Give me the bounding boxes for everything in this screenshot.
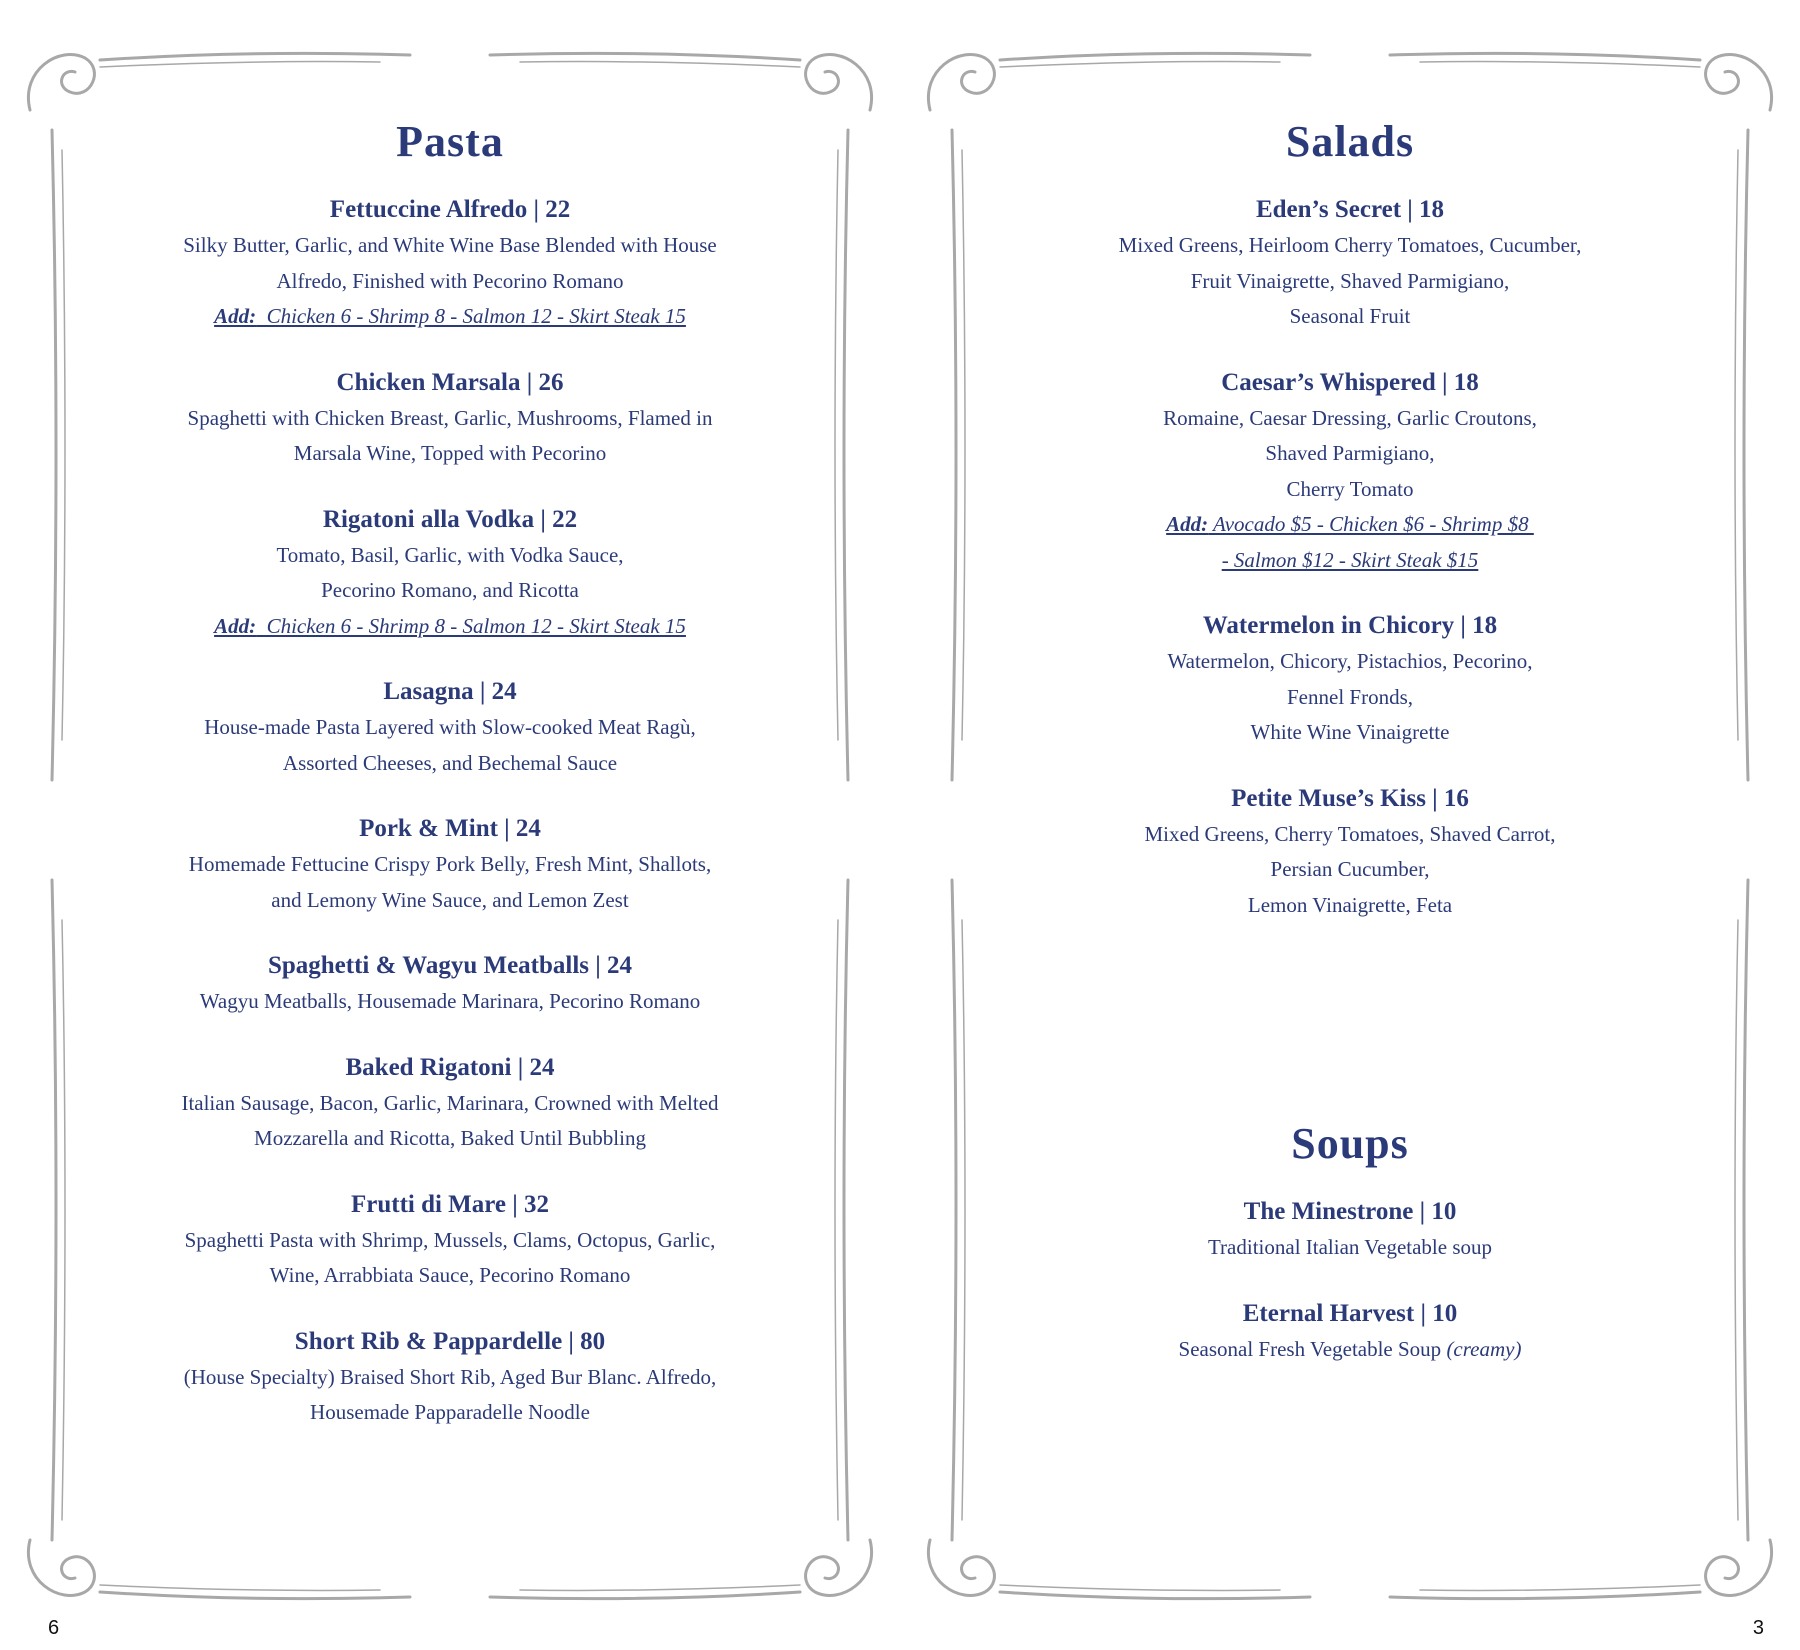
menu-item-title: Lasagna | 24 xyxy=(383,678,517,706)
menu-item-description: Wagyu Meatballs, Housemade Marinara, Pecorino Romano xyxy=(199,989,701,1014)
menu-item xyxy=(100,192,800,335)
menu-item xyxy=(1000,192,1700,335)
addon-options: Avocado $5 - Chicken $6 - Shrimp $8 xyxy=(1208,512,1534,537)
menu-item-description: (House Specialty) Braised Short Rib, Aged Bur Blanc. Alfredo, xyxy=(183,1364,717,1389)
menu-item xyxy=(1000,1296,1700,1368)
menu-item-description: Mozzarella and Ricotta, Baked Until Bubbling xyxy=(254,1126,646,1151)
addon-options: Chicken 6 - Shrimp 8 - Salmon 12 - Skirt Steak 15 xyxy=(256,613,686,638)
menu-item-addons xyxy=(100,609,800,645)
menu-item-description: Shaved Parmigiano, xyxy=(1265,441,1435,466)
menu-item xyxy=(1000,781,1700,924)
menu-item xyxy=(100,811,800,918)
menu-item-description: Spaghetti with Chicken Breast, Garlic, Mushrooms, Flamed in xyxy=(187,405,713,430)
page-number: 6 xyxy=(48,1617,60,1639)
menu-item xyxy=(1000,365,1700,579)
menu-item-description: Cherry Tomato xyxy=(1286,476,1414,501)
menu-item xyxy=(100,948,800,1020)
menu-item xyxy=(100,1050,800,1157)
menu-item xyxy=(100,674,800,781)
menu-item-title: Pork & Mint | 24 xyxy=(359,815,541,843)
menu-item-description xyxy=(1000,1332,1700,1368)
menu-item-description: Romaine, Caesar Dressing, Garlic Croutons, xyxy=(1163,405,1537,430)
menu-item xyxy=(100,1187,800,1294)
menu-item-title: Short Rib & Pappardelle | 80 xyxy=(294,1327,606,1355)
menu-item-description: Housemade Papparadelle Noodle xyxy=(310,1400,590,1425)
menu-item-addons xyxy=(1000,507,1700,543)
menu-item-title: Eternal Harvest | 10 xyxy=(1242,1299,1458,1327)
menu-item-addons xyxy=(100,299,800,335)
menu-item-description: Mixed Greens, Heirloom Cherry Tomatoes, Cucumber, xyxy=(1118,233,1582,258)
salads-section xyxy=(1000,118,1700,953)
menu-item-description: Persian Cucumber, xyxy=(1270,857,1430,882)
addon-options: Chicken 6 - Shrimp 8 - Salmon 12 - Skirt Steak 15 xyxy=(256,304,686,329)
menu-item xyxy=(100,1324,800,1431)
menu-item-title: Caesar’s Whispered | 18 xyxy=(1221,368,1479,396)
section-title-soups: Soups xyxy=(1291,1119,1409,1168)
menu-item-title: The Minestrone | 10 xyxy=(1243,1198,1457,1226)
menu-item-description: Alfredo, Finished with Pecorino Romano xyxy=(276,268,624,293)
menu-item-title: Rigatoni alla Vodka | 22 xyxy=(322,505,578,533)
menu-item-addons: - Salmon $12 - Skirt Steak $15 xyxy=(1221,547,1479,572)
menu-item-description: Fennel Fronds, xyxy=(1287,684,1413,709)
menu-item-description: Lemon Vinaigrette, Feta xyxy=(1247,892,1453,917)
section-title-pasta: Pasta xyxy=(396,117,504,166)
menu-item-description: and Lemony Wine Sauce, and Lemon Zest xyxy=(271,887,629,912)
menu-item-description: Wine, Arrabbiata Sauce, Pecorino Romano xyxy=(269,1263,631,1288)
menu-item-description: Silky Butter, Garlic, and White Wine Base Blended with House xyxy=(183,233,717,258)
page-number: 3 xyxy=(1752,1617,1764,1639)
menu-item xyxy=(1000,1194,1700,1266)
addon-label: Add: xyxy=(214,613,257,638)
menu-item-description: White Wine Vinaigrette xyxy=(1250,720,1450,745)
menu-item-title: Baked Rigatoni | 24 xyxy=(345,1053,555,1081)
menu-item-title: Chicken Marsala | 26 xyxy=(336,368,564,396)
pasta-section xyxy=(100,118,800,1461)
menu-item-title: Frutti di Mare | 32 xyxy=(350,1190,550,1218)
menu-item-description: Assorted Cheeses, and Bechemal Sauce xyxy=(282,750,618,775)
menu-item-description: Mixed Greens, Cherry Tomatoes, Shaved Carrot, xyxy=(1144,821,1556,846)
menu-item xyxy=(100,502,800,645)
menu-item-description: Homemade Fettucine Crispy Pork Belly, Fresh Mint, Shallots, xyxy=(188,852,712,877)
menu-item-note: (creamy) xyxy=(1446,1336,1522,1361)
soups-section xyxy=(1000,1120,1700,1397)
menu-item-description: Seasonal Fruit xyxy=(1289,304,1411,329)
menu-item-description: Italian Sausage, Bacon, Garlic, Marinara, Crowned with Melted xyxy=(181,1090,719,1115)
menu-item-description: Marsala Wine, Topped with Pecorino xyxy=(293,441,607,466)
menu-item-description: Watermelon, Chicory, Pistachios, Pecorino, xyxy=(1167,649,1533,674)
menu-item-description: Fruit Vinaigrette, Shaved Parmigiano, xyxy=(1190,268,1510,293)
addon-label: Add: xyxy=(1166,512,1209,537)
menu-page-right xyxy=(900,0,1800,1650)
menu-item-description: Spaghetti Pasta with Shrimp, Mussels, Clams, Octopus, Garlic, xyxy=(184,1227,716,1252)
menu-item-title: Eden’s Secret | 18 xyxy=(1255,196,1445,224)
menu-item-title: Fettuccine Alfredo | 22 xyxy=(329,196,571,224)
menu-item-description: Tomato, Basil, Garlic, with Vodka Sauce, xyxy=(276,542,624,567)
menu-item-description: House-made Pasta Layered with Slow-cooked Meat Ragù, xyxy=(204,715,696,740)
section-title-salads: Salads xyxy=(1285,117,1415,166)
menu-item-title: Petite Muse’s Kiss | 16 xyxy=(1231,784,1469,812)
menu-item-description-text: Seasonal Fresh Vegetable Soup xyxy=(1178,1336,1447,1361)
menu-item xyxy=(100,365,800,472)
menu-item-title: Spaghetti & Wagyu Meatballs | 24 xyxy=(267,952,633,980)
menu-item-description: Traditional Italian Vegetable soup xyxy=(1207,1235,1493,1260)
menu-item xyxy=(1000,608,1700,751)
addon-label: Add: xyxy=(214,304,257,329)
menu-item-description: Pecorino Romano, and Ricotta xyxy=(321,578,579,603)
menu-item-title: Watermelon in Chicory | 18 xyxy=(1202,612,1498,640)
